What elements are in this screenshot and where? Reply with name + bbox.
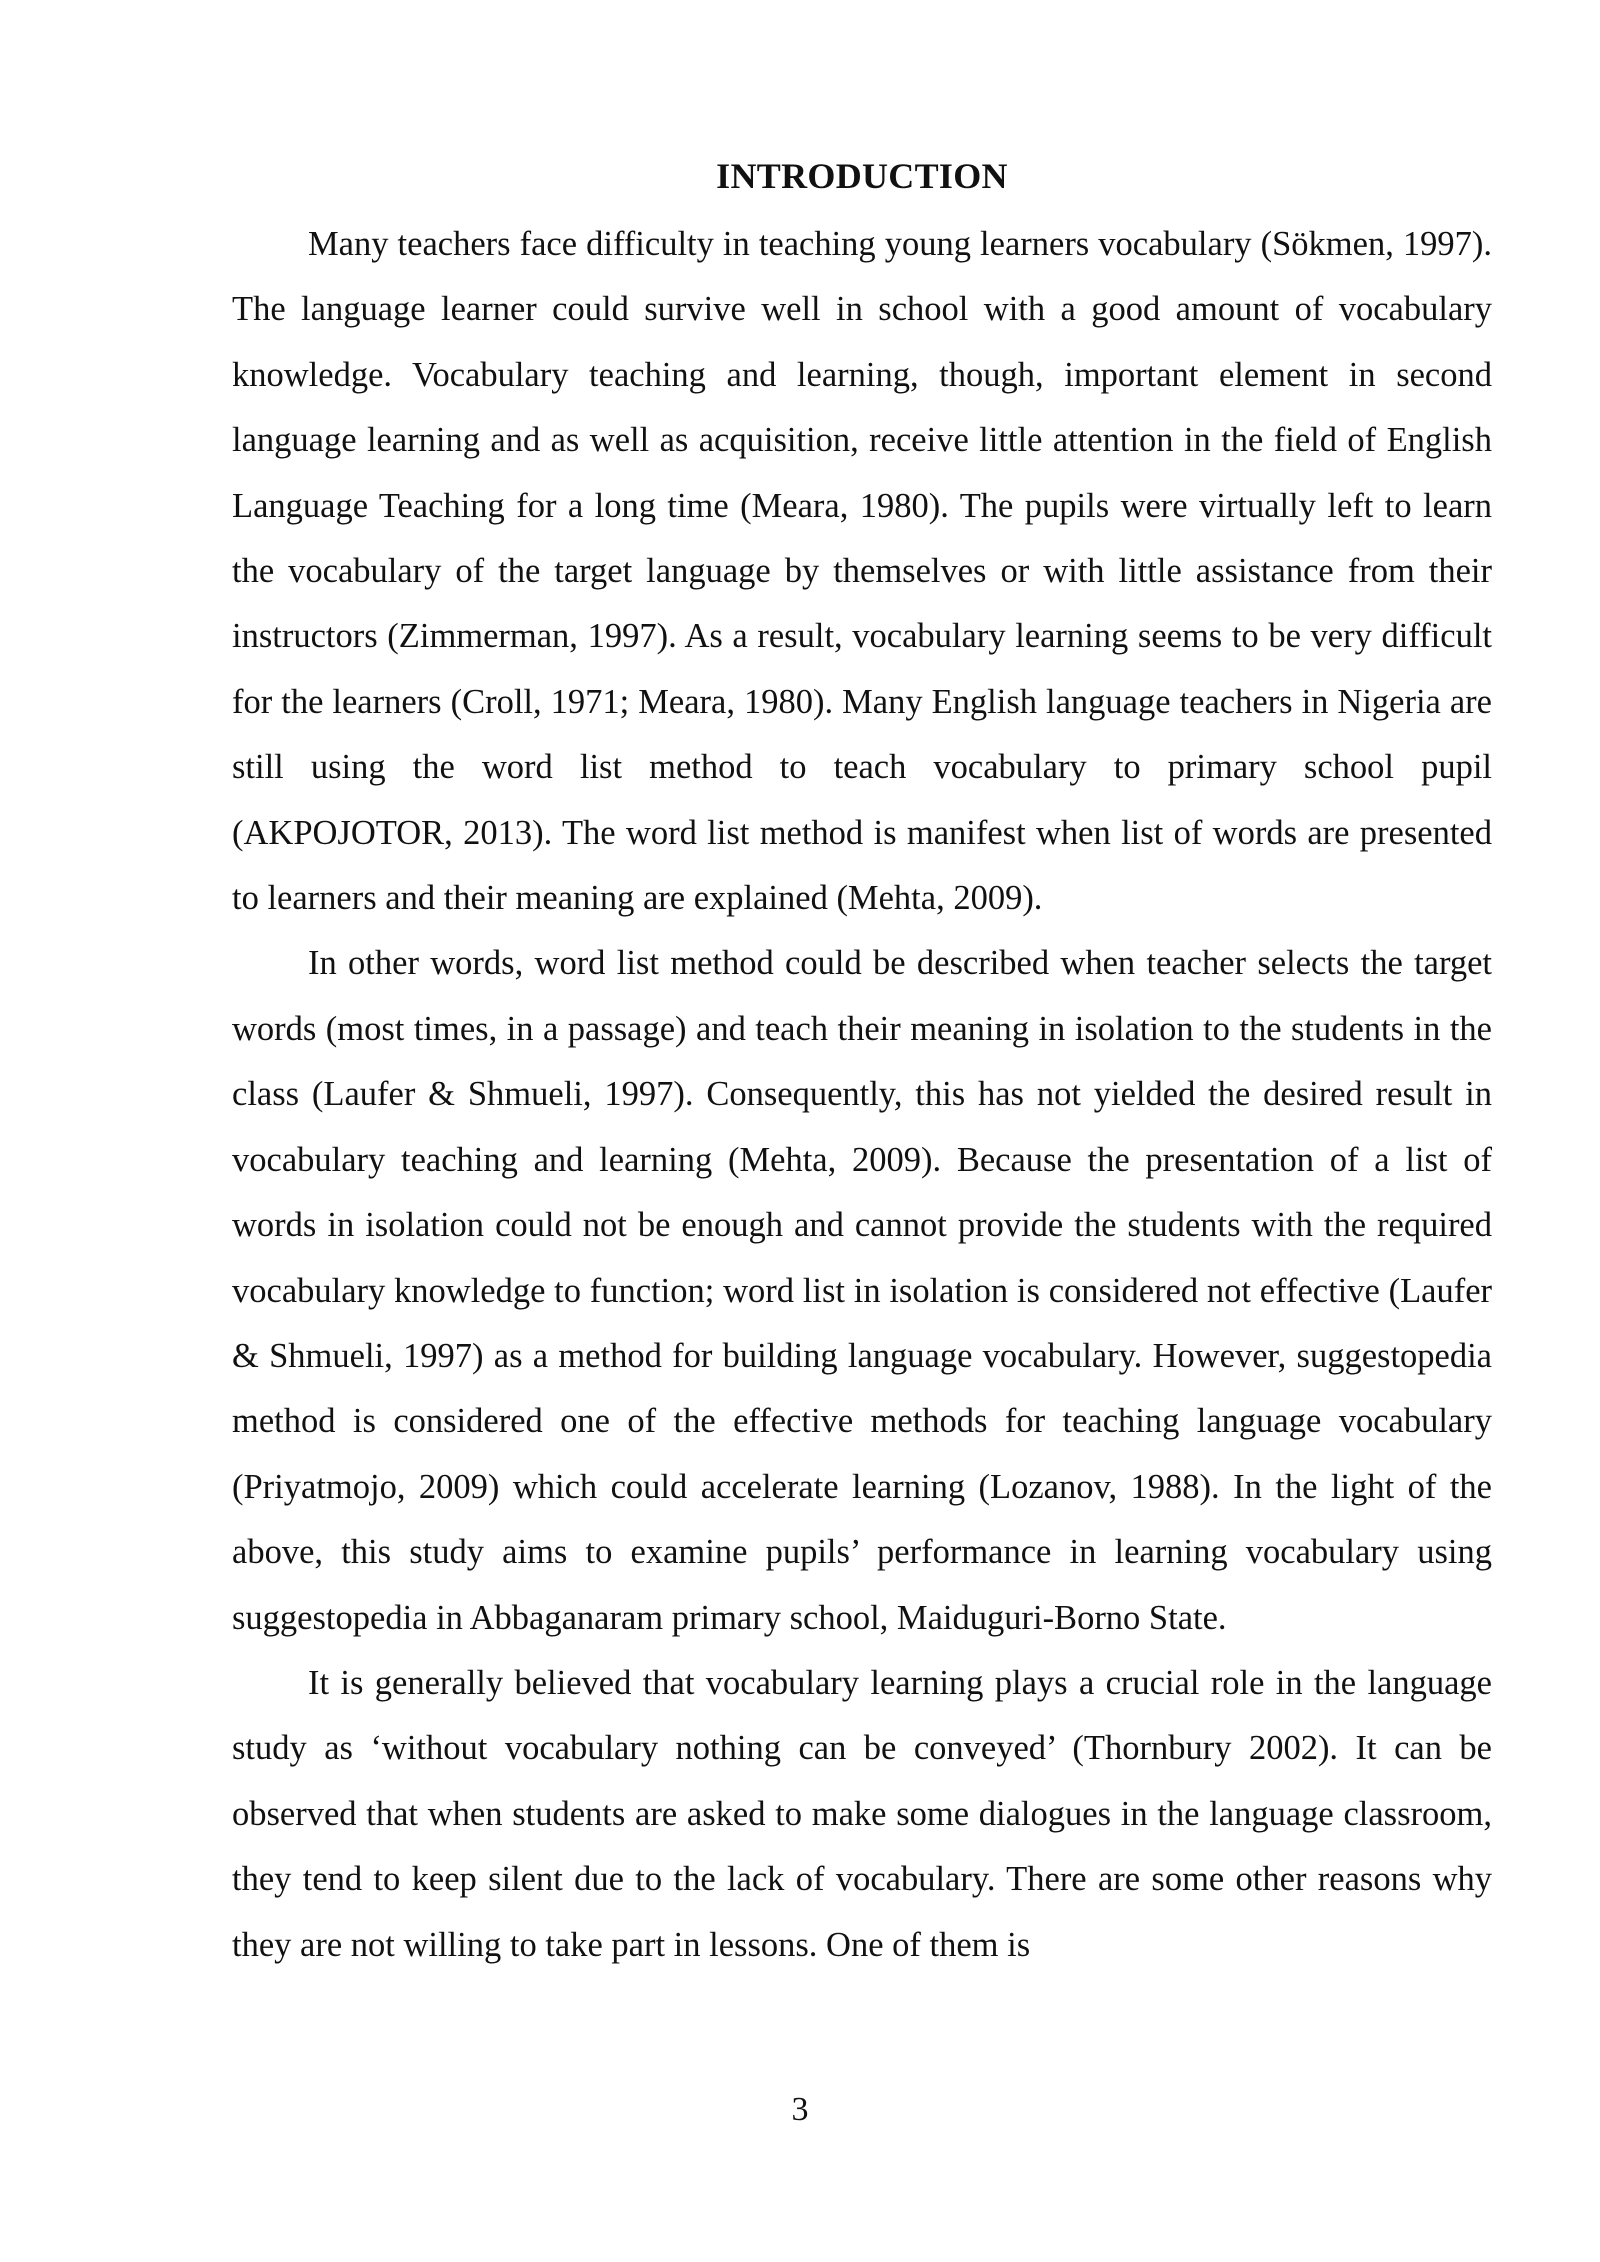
paragraph-2: In other words, word list method could be described when teacher selects the target words (most times, in a passage) and teach their meaning in isolation to the students in the class (Laufer & Shmueli, 1997). Consequently, this has not yielded the desired result in vocabulary teaching and learning (Mehta, 2009). Because the presentation of a list of words in isolation could not be enough and cannot provide the students with the required vocabulary knowledge to function; word list in isolation is considered not effective (Laufer & Shmueli, 1997) as a method for building language vocabulary. However, suggestopedia method is considered one of the effective methods for teaching language vocabulary (Priyatmojo, 2009) which could accelerate learning (Lozanov, 1988). In the light of the above, this study aims to examine pupils’ performance in learning vocabulary using suggestopedia in Abbaganaram primary school, Maiduguri-Borno State. [232,944,1492,1637]
paragraph-3: It is generally believed that vocabulary learning plays a crucial role in the language study as ‘without vocabulary nothing can be conveyed’ (Thornbury 2002). It can be observed that when students are asked to make some dialogues in the language classroom, they tend to keep silent due to the lack of vocabulary. There are some other reasons why they are not willing to take part in lessons. One of them is [232,1663,1492,1964]
section-heading: INTRODUCTION [716,156,1008,196]
paragraph-1: Many teachers face difficulty in teaching young learners vocabulary (Sökmen, 1997). The language learner could survive well in school with a good amount of vocabulary knowledge. Vocabulary teaching and learning, though, important element in second language learning and as well as acquisition, receive little attention in the field of English Language Teaching for a long time (Meara, 1980). The pupils were virtually left to learn the vocabulary of the target language by themselves or with little assistance from their instructors (Zimmerman, 1997). As a result, vocabulary learning seems to be very difficult for the learners (Croll, 1971; Meara, 1980). Many English language teachers in Nigeria are still using the word list method to teach vocabulary to primary school pupil (AKPOJOTOR, 2013). The word list method is manifest when list of words are presented to learners and their meaning are explained (Mehta, 2009). [232,225,1492,918]
page-number: 3 [791,2091,809,2128]
document-body [232,148,1492,1978]
